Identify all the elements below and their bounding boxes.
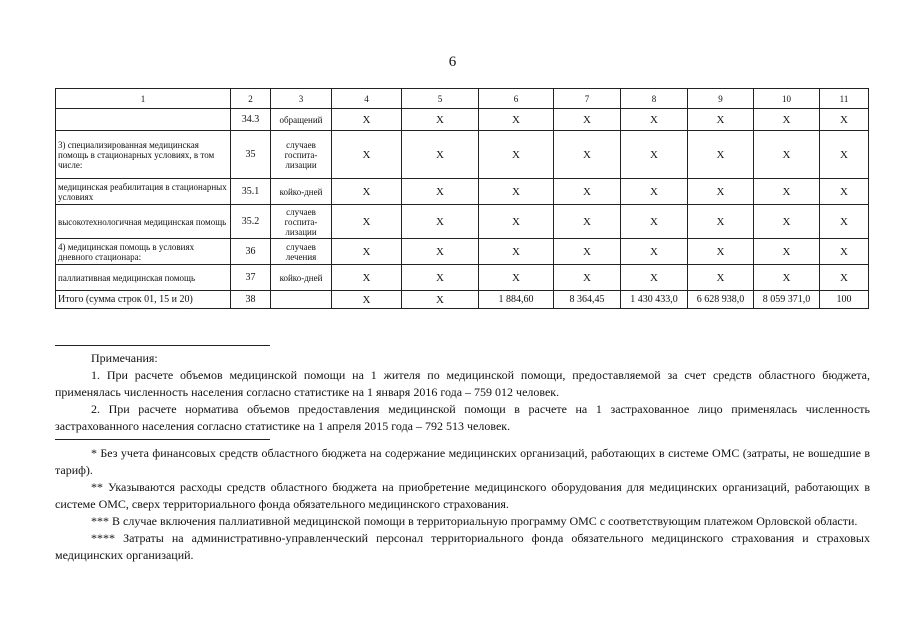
cell: 8 364,45: [554, 291, 621, 309]
table-row: [56, 131, 869, 179]
header-cell: 1: [56, 89, 231, 109]
cell: 1 430 433,0: [621, 291, 688, 309]
cell: Х: [754, 109, 820, 131]
cell: Х: [554, 109, 621, 131]
row-code: 37: [231, 265, 271, 291]
table-row: [56, 265, 869, 291]
cell: Х: [754, 205, 820, 239]
cell: Х: [402, 179, 479, 205]
cell: Х: [332, 205, 402, 239]
cell: Х: [820, 239, 869, 265]
header-cell: 9: [688, 89, 754, 109]
note-item: 2. При расчете норматива объемов предоставления медицинской помощи в расчете на 1 застрахованное лицо применялась численность застрахованного населения согласно статистике на 1 апреля 2015 года – 792 513 человек.: [55, 402, 870, 433]
header-cell: 11: [820, 89, 869, 109]
footnote-item: * Без учета финансовых средств областного бюджета на содержание медицинских организаций, работающих в системе ОМС (затраты, не вошедшие в тариф).: [55, 446, 870, 477]
cell: Х: [554, 131, 621, 179]
cell: Х: [820, 131, 869, 179]
row-unit: койко-дней: [271, 265, 332, 291]
table-row: [56, 179, 869, 205]
cell: Х: [688, 109, 754, 131]
cell: Х: [479, 205, 554, 239]
row-unit: койко-дней: [271, 179, 332, 205]
row-unit: случаев лечения: [271, 239, 332, 265]
cell: Х: [820, 205, 869, 239]
cell: Х: [621, 239, 688, 265]
header-cell: 10: [754, 89, 820, 109]
header-cell: 5: [402, 89, 479, 109]
row-name: Итого (сумма строк 01, 15 и 20): [56, 291, 231, 309]
cell: 6 628 938,0: [688, 291, 754, 309]
table-total-row: [56, 291, 869, 309]
header-cell: 2: [231, 89, 271, 109]
cell: Х: [332, 291, 402, 309]
row-unit: случаев госпита-лизации: [271, 131, 332, 179]
row-name: 4) медицинская помощь в условиях дневного стационара:: [56, 239, 231, 265]
cell: Х: [820, 109, 869, 131]
cell: 1 884,60: [479, 291, 554, 309]
cell: Х: [479, 179, 554, 205]
header-cell: 4: [332, 89, 402, 109]
row-unit: обращений: [271, 109, 332, 131]
table-row: [56, 205, 869, 239]
cell: Х: [554, 265, 621, 291]
table-row: [56, 109, 869, 131]
cell: Х: [688, 239, 754, 265]
cell: Х: [479, 265, 554, 291]
cell: Х: [402, 291, 479, 309]
footnotes-section: [55, 445, 870, 564]
footnote-item: ** Указываются расходы средств областного бюджета на приобретение медицинского оборудования для медицинских организаций, работающих в системе ОМС, сверх территориального фонда обязательного медицинского страхования.: [55, 480, 870, 511]
row-name: медицинская реабилитация в стационарных условиях: [56, 179, 231, 205]
header-cell: 8: [621, 89, 688, 109]
cell: Х: [688, 265, 754, 291]
cell: 100: [820, 291, 869, 309]
cell: Х: [621, 179, 688, 205]
footnote-item: **** Затраты на административно-управленческий персонал территориального фонда обязательного медицинского страхования и страховых медицинских организаций.: [55, 531, 870, 562]
cell: Х: [688, 179, 754, 205]
cell: Х: [621, 131, 688, 179]
row-unit: случаев госпита-лизации: [271, 205, 332, 239]
cell: Х: [402, 109, 479, 131]
row-name: паллиативная медицинская помощь: [56, 265, 231, 291]
table-row: [56, 239, 869, 265]
notes-section: [55, 350, 870, 435]
header-cell: 7: [554, 89, 621, 109]
volumes-table: [55, 88, 869, 309]
row-name: высокотехнологичная медицинская помощь: [56, 205, 231, 239]
table-header-row: [56, 89, 869, 109]
cell: Х: [332, 179, 402, 205]
row-code: 38: [231, 291, 271, 309]
cell: Х: [754, 179, 820, 205]
row-code: 34.3: [231, 109, 271, 131]
header-cell: 6: [479, 89, 554, 109]
row-code: 35.2: [231, 205, 271, 239]
cell: Х: [332, 265, 402, 291]
cell: Х: [754, 239, 820, 265]
row-code: 35.1: [231, 179, 271, 205]
cell: Х: [554, 239, 621, 265]
row-code: 36: [231, 239, 271, 265]
cell: Х: [621, 205, 688, 239]
header-cell: 3: [271, 89, 332, 109]
cell: Х: [754, 131, 820, 179]
cell: Х: [402, 205, 479, 239]
cell: Х: [688, 205, 754, 239]
cell: Х: [402, 131, 479, 179]
cell: Х: [479, 239, 554, 265]
cell: 8 059 371,0: [754, 291, 820, 309]
cell: Х: [332, 109, 402, 131]
note-item: 1. При расчете объемов медицинской помощи на 1 жителя по медицинской помощи, предоставляемой за счет средств областного бюджета, применялась численность населения согласно статистике на 1 января 2016 года – 759 012 человек.: [55, 368, 870, 399]
notes-title: Примечания:: [91, 351, 158, 365]
cell: Х: [554, 179, 621, 205]
cell: Х: [554, 205, 621, 239]
cell: Х: [621, 109, 688, 131]
row-code: 35: [231, 131, 271, 179]
cell: Х: [621, 265, 688, 291]
row-unit: [271, 291, 332, 309]
cell: Х: [332, 239, 402, 265]
cell: Х: [402, 239, 479, 265]
footnotes-divider: [55, 439, 270, 440]
cell: Х: [402, 265, 479, 291]
cell: Х: [688, 131, 754, 179]
cell: Х: [479, 109, 554, 131]
footnote-item: *** В случае включения паллиативной медицинской помощи в территориальную программу ОМС с соответствующим платежом Орловской области.: [91, 514, 858, 528]
cell: Х: [332, 131, 402, 179]
notes-divider: [55, 345, 270, 346]
page-number: 6: [448, 54, 457, 70]
cell: Х: [820, 179, 869, 205]
cell: Х: [479, 131, 554, 179]
cell: Х: [820, 265, 869, 291]
row-name: [56, 109, 231, 131]
cell: Х: [754, 265, 820, 291]
row-name: 3) специализированная медицинская помощь в стационарных условиях, в том числе:: [56, 131, 231, 179]
